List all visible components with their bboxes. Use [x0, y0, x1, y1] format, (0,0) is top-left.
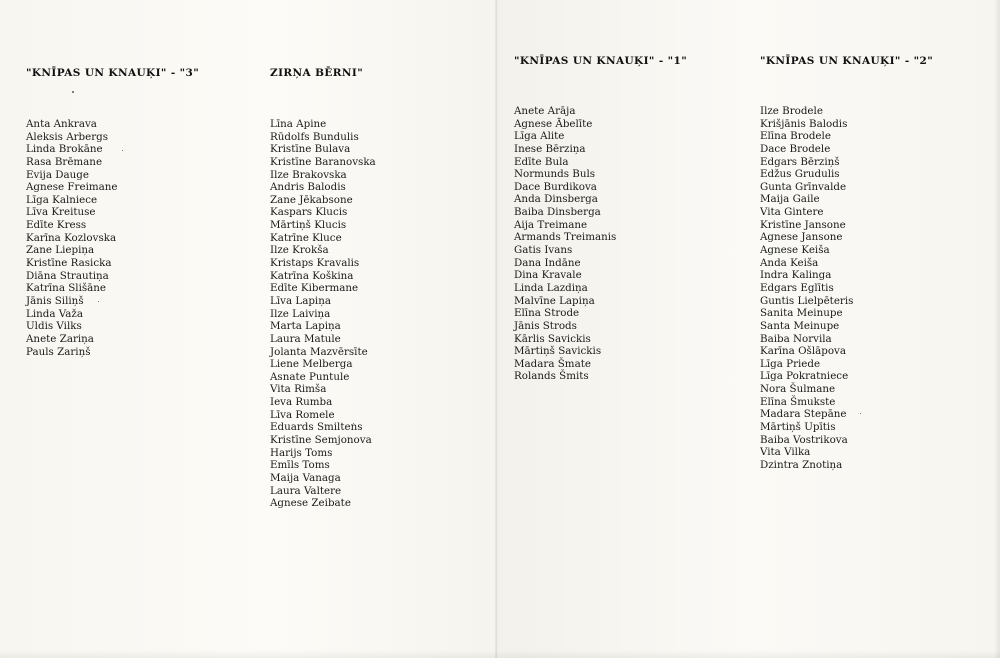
list-item: Karīna Ošlāpova	[760, 345, 846, 358]
list-item: Līva Kreituse	[26, 206, 96, 219]
list-item: Dana Indāne	[514, 256, 581, 269]
list-item: Pauls Zariņš	[26, 345, 91, 358]
list-item: Ilze Brakovska	[270, 168, 347, 181]
list-item: Maija Vanaga	[270, 471, 341, 484]
list-item: Edgars Bērziņš	[760, 155, 840, 168]
list-item: Aleksis Arbergs	[26, 130, 109, 143]
group-title: ZIRŅA BĒRNI"	[270, 67, 364, 79]
list-item: Harijs Toms	[270, 446, 333, 459]
list-item: Elīna Strode	[514, 307, 580, 320]
list-item: Vita Gintere	[760, 206, 824, 219]
list-item: Normunds Buls	[514, 168, 596, 181]
list-item: Līga Pokratniece	[760, 370, 849, 383]
list-item: Malvīne Lapiņa	[514, 294, 595, 307]
list-item: Vita Vilka	[760, 446, 811, 459]
list-item: Kristīne Rasicka	[26, 257, 112, 270]
list-item: Kristīne Baranovska	[270, 155, 376, 168]
list-item: Anda Dinsberga	[514, 193, 598, 206]
list-item: Mārtiņš Klucis	[270, 219, 347, 232]
name-list-knipas-2	[760, 105, 853, 472]
list-item: Laura Matule	[270, 332, 341, 345]
list-item: Diāna Strautiņa	[26, 269, 109, 282]
list-item: Elīna Brodele	[760, 130, 831, 143]
list-item: Katrīne Kluce	[270, 231, 342, 244]
list-item: Anete Arāja	[514, 105, 576, 117]
list-item: Inese Bērziņa	[514, 142, 586, 155]
list-item: Rolands Šmits	[514, 370, 589, 383]
list-item: Jānis Strods	[514, 319, 577, 332]
list-item: Asnate Puntule	[270, 370, 350, 383]
list-item: Guntis Lielpēteris	[760, 294, 854, 307]
list-item: Laura Valtere	[270, 484, 342, 497]
list-item: Dina Kravale	[514, 269, 582, 282]
scan-speck	[72, 91, 74, 93]
list-item: Elīna Šmukste	[760, 395, 836, 408]
scan-speck	[860, 413, 861, 414]
list-item: Anete Zariņa	[26, 332, 94, 345]
list-item: Zane Jēkabsone	[270, 193, 353, 206]
list-item: Kristīne Jansone	[760, 218, 846, 231]
list-item: Ilze Krokša	[270, 244, 329, 257]
list-item: Edīte Kibermane	[270, 282, 359, 295]
list-item: Kristīne Semjonova	[270, 434, 372, 447]
list-item: Maija Gaile	[760, 193, 820, 206]
list-item: Karīna Kozlovska	[26, 231, 117, 244]
list-item: Edgars Eglītis	[760, 281, 834, 294]
list-item: Baiba Dinsberga	[514, 206, 601, 219]
list-item: Jānis Siliņš	[26, 294, 84, 307]
page-fold	[495, 0, 498, 658]
list-item: Krišjānis Balodis	[760, 117, 848, 130]
list-item: Aija Treimane	[514, 218, 588, 231]
group-title: "KNĪPAS UN KNAUĶI" - "2"	[760, 55, 934, 67]
list-item: Linda Brokāne	[26, 143, 103, 156]
list-item: Linda Važa	[26, 307, 83, 320]
group-zirna-berni	[270, 67, 363, 79]
list-item: Edīte Kress	[26, 219, 87, 232]
list-item: Kārlis Savickis	[514, 332, 591, 345]
list-item: Linda Lazdiņa	[514, 281, 588, 294]
name-list-zirna-berni	[270, 118, 376, 510]
group-knipas-3	[26, 67, 199, 79]
list-item: Anda Keiša	[760, 256, 819, 269]
list-item: Madara Šmate	[514, 357, 591, 370]
list-item: Gunta Grīnvalde	[760, 180, 847, 193]
list-item: Evija Dauge	[26, 168, 89, 181]
list-item: Gatis Ivans	[514, 244, 573, 257]
list-item: Jolanta Mazvērsīte	[270, 345, 368, 358]
list-item: Līna Apine	[270, 118, 327, 130]
list-item: Agnese Freimane	[26, 181, 118, 194]
list-item: Marta Lapiņa	[270, 320, 341, 333]
list-item: Dace Burdikova	[514, 180, 597, 193]
list-item: Madara Stepāne	[760, 408, 847, 421]
list-item: Indra Kalinga	[760, 269, 832, 282]
list-item: Rūdolfs Bundulis	[270, 130, 359, 143]
list-item: Baiba Vostrikova	[760, 433, 848, 446]
list-item: Līva Lapiņa	[270, 294, 331, 307]
name-list-knipas-3	[26, 118, 118, 358]
list-item: Mārtiņš Upītis	[760, 421, 836, 434]
page-edge-shadow	[994, 0, 1000, 658]
list-item: Katrīna Slišāne	[26, 282, 107, 295]
list-item: Agnese Keiša	[760, 244, 830, 257]
list-item: Edīte Bula	[514, 155, 569, 168]
list-item: Ilze Brodele	[760, 105, 823, 117]
list-item: Zane Liepiņa	[26, 244, 95, 257]
list-item: Dace Brodele	[760, 142, 831, 155]
scan-speck	[122, 150, 123, 151]
list-item: Edžus Grudulis	[760, 168, 840, 181]
name-list-knipas-1	[514, 105, 616, 383]
list-item: Andris Balodis	[270, 181, 346, 194]
list-item: Ilze Laiviņa	[270, 307, 331, 320]
list-item: Sanita Meinupe	[760, 307, 843, 320]
list-item: Līga Kalniece	[26, 193, 98, 206]
list-item: Nora Šulmane	[760, 383, 836, 396]
list-item: Santa Meinupe	[760, 319, 840, 332]
page-bottom-shadow	[0, 650, 1000, 658]
list-item: Dzintra Znotiņa	[760, 458, 843, 471]
list-item: Uldis Vilks	[26, 320, 82, 333]
group-knipas-2	[760, 55, 933, 67]
list-item: Katrīna Koškina	[270, 269, 354, 282]
list-item: Agnese Ābelīte	[514, 117, 593, 130]
list-item: Emīls Toms	[270, 459, 330, 472]
list-item: Līva Romele	[270, 408, 335, 421]
list-item: Līga Alite	[514, 130, 565, 143]
list-item: Agnese Jansone	[760, 231, 843, 244]
list-item: Rasa Brēmane	[26, 155, 103, 168]
list-item: Līga Priede	[760, 357, 821, 370]
list-item: Kristaps Kravalis	[270, 257, 360, 270]
list-item: Liene Melberga	[270, 358, 353, 371]
list-item: Armands Treimanis	[514, 231, 617, 244]
list-item: Kristīne Bulava	[270, 143, 351, 156]
group-knipas-1	[514, 55, 687, 67]
list-item: Mārtiņš Savickis	[514, 345, 602, 358]
group-title: "KNĪPAS UN KNAUĶI" - "1"	[514, 55, 688, 67]
list-item: Agnese Zeibate	[270, 497, 351, 510]
list-item: Anta Ankrava	[26, 118, 97, 130]
list-item: Ieva Rumba	[270, 396, 333, 409]
list-item: Kaspars Klucis	[270, 206, 348, 219]
list-item: Baiba Norvila	[760, 332, 832, 345]
list-item: Vita Rimša	[270, 383, 327, 396]
list-item: Eduards Smiltens	[270, 421, 363, 434]
group-title: "KNĪPAS UN KNAUĶI" - "3"	[26, 67, 200, 79]
